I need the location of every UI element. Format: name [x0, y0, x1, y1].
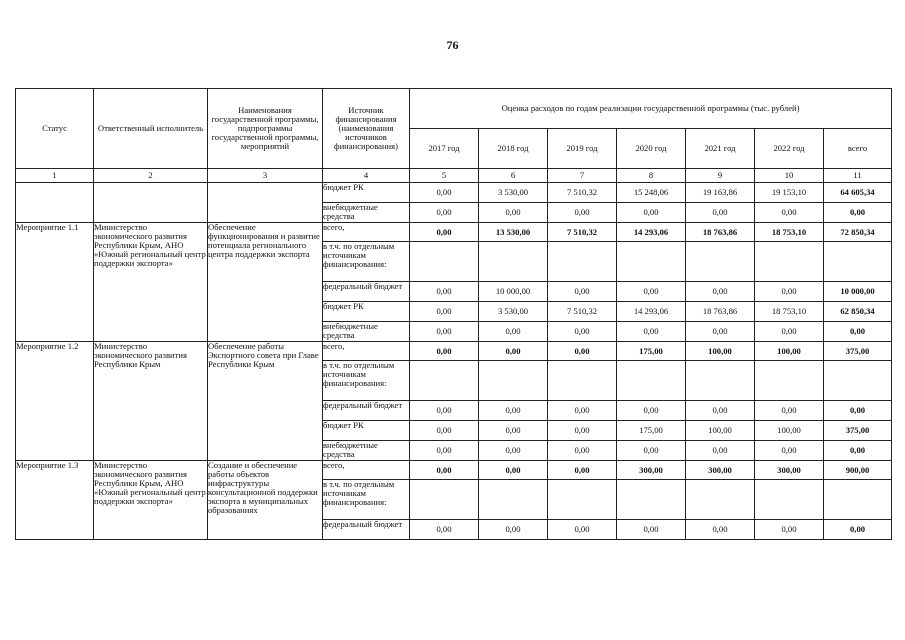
value-cell: 0,00 — [410, 203, 479, 223]
value-cell — [479, 242, 548, 282]
value-cell: 0,00 — [686, 282, 755, 302]
table-row — [16, 223, 892, 242]
value-cell: 300,00 — [617, 461, 686, 480]
header-program: Наименования государственной программы, подпрограммы государственной программы, мероприятий — [208, 89, 323, 169]
value-cell: 0,00 — [686, 322, 755, 342]
value-cell: 19 163,86 — [686, 183, 755, 203]
value-cell: 0,00 — [617, 520, 686, 540]
value-cell: 0,00 — [479, 401, 548, 421]
value-cell: 0,00 — [617, 441, 686, 461]
column-number: 2 — [94, 169, 208, 183]
value-cell: 0,00 — [824, 322, 892, 342]
value-cell: 0,00 — [479, 322, 548, 342]
value-cell: 3 530,00 — [479, 183, 548, 203]
value-cell: 14 293,06 — [617, 223, 686, 242]
value-cell: 0,00 — [755, 401, 824, 421]
value-cell: 0,00 — [548, 421, 617, 441]
value-cell: 3 530,00 — [479, 302, 548, 322]
executor-cell — [94, 183, 208, 223]
source-cell: бюджет РК — [323, 302, 410, 322]
value-cell: 300,00 — [755, 461, 824, 480]
value-cell: 100,00 — [686, 421, 755, 441]
value-cell: 0,00 — [755, 203, 824, 223]
value-cell: 0,00 — [548, 322, 617, 342]
source-cell: всего, — [323, 342, 410, 361]
value-cell — [548, 361, 617, 401]
value-cell: 0,00 — [755, 520, 824, 540]
value-cell — [617, 480, 686, 520]
column-number: 3 — [208, 169, 323, 183]
measure-name: Обеспечение работы Экспортного совета при Главе Республики Крым — [208, 342, 323, 461]
value-cell: 0,00 — [617, 282, 686, 302]
value-cell — [755, 242, 824, 282]
value-cell: 0,00 — [410, 282, 479, 302]
source-cell: в т.ч. по отдельным источникам финансирования: — [323, 242, 410, 282]
value-cell: 0,00 — [617, 203, 686, 223]
measure-executor: Министерство экономического развития Республики Крым, АНО «Южный региональный центр поддержки экспорта» — [94, 223, 208, 342]
value-cell: 18 753,10 — [755, 302, 824, 322]
header-year: 2020 год — [617, 129, 686, 169]
value-cell: 0,00 — [755, 322, 824, 342]
table-row — [16, 342, 892, 361]
value-cell — [479, 361, 548, 401]
value-cell — [410, 480, 479, 520]
source-cell: всего, — [323, 461, 410, 480]
value-cell: 19 153,10 — [755, 183, 824, 203]
measure-executor: Министерство экономического развития Республики Крым, АНО «Южный региональный центр поддержки экспорта» — [94, 461, 208, 540]
value-cell: 0,00 — [410, 223, 479, 242]
value-cell: 100,00 — [755, 421, 824, 441]
value-cell: 100,00 — [755, 342, 824, 361]
value-cell: 0,00 — [410, 322, 479, 342]
source-cell: внебюджетные средства — [323, 203, 410, 223]
source-cell: в т.ч. по отдельным источникам финансирования: — [323, 361, 410, 401]
value-cell: 100,00 — [686, 342, 755, 361]
value-cell: 0,00 — [410, 461, 479, 480]
value-cell: 7 510,32 — [548, 302, 617, 322]
value-cell: 0,00 — [479, 520, 548, 540]
source-cell: в т.ч. по отдельным источникам финансирования: — [323, 480, 410, 520]
value-cell — [824, 242, 892, 282]
value-cell: 10 000,00 — [824, 282, 892, 302]
value-cell: 0,00 — [617, 401, 686, 421]
value-cell: 375,00 — [824, 342, 892, 361]
value-cell: 0,00 — [548, 441, 617, 461]
value-cell: 0,00 — [548, 520, 617, 540]
value-cell: 0,00 — [548, 203, 617, 223]
page-number: 76 — [446, 38, 459, 52]
column-number: 4 — [323, 169, 410, 183]
value-cell: 7 510,32 — [548, 183, 617, 203]
value-cell: 0,00 — [686, 401, 755, 421]
measure-status: Мероприятие 1.3 — [16, 461, 94, 540]
value-cell: 62 850,34 — [824, 302, 892, 322]
value-cell: 0,00 — [824, 441, 892, 461]
column-number: 9 — [686, 169, 755, 183]
value-cell — [755, 361, 824, 401]
source-cell: федеральный бюджет — [323, 520, 410, 540]
header-executor: Ответственный исполнитель — [94, 89, 208, 169]
value-cell: 0,00 — [686, 520, 755, 540]
source-cell: федеральный бюджет — [323, 282, 410, 302]
value-cell: 64 605,34 — [824, 183, 892, 203]
value-cell: 0,00 — [479, 421, 548, 441]
column-number: 11 — [824, 169, 892, 183]
value-cell: 0,00 — [410, 520, 479, 540]
value-cell: 15 248,06 — [617, 183, 686, 203]
status-cell — [16, 183, 94, 223]
header-year: 2022 год — [755, 129, 824, 169]
source-cell: федеральный бюджет — [323, 401, 410, 421]
column-number: 6 — [479, 169, 548, 183]
value-cell — [686, 242, 755, 282]
value-cell — [686, 480, 755, 520]
value-cell: 0,00 — [686, 441, 755, 461]
value-cell — [686, 361, 755, 401]
value-cell: 0,00 — [617, 322, 686, 342]
value-cell — [617, 242, 686, 282]
measure-executor: Министерство экономического развития Республики Крым — [94, 342, 208, 461]
measure-status: Мероприятие 1.2 — [16, 342, 94, 461]
value-cell: 375,00 — [824, 421, 892, 441]
source-cell: внебюджетные средства — [323, 441, 410, 461]
measure-name: Создание и обеспечение работы объектов инфраструктуры консультационной поддержки экспорта в муниципальных образованиях — [208, 461, 323, 540]
value-cell: 0,00 — [410, 183, 479, 203]
value-cell: 0,00 — [479, 441, 548, 461]
value-cell: 0,00 — [410, 342, 479, 361]
value-cell: 0,00 — [755, 282, 824, 302]
source-cell: внебюджетные средства — [323, 322, 410, 342]
value-cell: 175,00 — [617, 421, 686, 441]
source-cell: всего, — [323, 223, 410, 242]
value-cell: 18 753,10 — [755, 223, 824, 242]
value-cell — [617, 361, 686, 401]
value-cell: 0,00 — [410, 401, 479, 421]
header-year: 2019 год — [548, 129, 617, 169]
value-cell: 0,00 — [548, 461, 617, 480]
value-cell: 18 763,86 — [686, 302, 755, 322]
value-cell: 0,00 — [755, 441, 824, 461]
value-cell — [548, 480, 617, 520]
value-cell: 175,00 — [617, 342, 686, 361]
header-year: 2021 год — [686, 129, 755, 169]
table-row — [16, 461, 892, 480]
value-cell: 0,00 — [824, 520, 892, 540]
value-cell: 0,00 — [548, 401, 617, 421]
program-cell — [208, 183, 323, 223]
value-cell: 0,00 — [410, 421, 479, 441]
budget-table — [15, 88, 892, 540]
value-cell: 14 293,06 — [617, 302, 686, 322]
value-cell — [410, 361, 479, 401]
column-number: 1 — [16, 169, 94, 183]
header-status: Статус — [16, 89, 94, 169]
value-cell: 0,00 — [479, 203, 548, 223]
value-cell — [479, 480, 548, 520]
value-cell: 0,00 — [410, 302, 479, 322]
column-number: 8 — [617, 169, 686, 183]
value-cell: 300,00 — [686, 461, 755, 480]
header-total: всего — [824, 129, 892, 169]
value-cell: 0,00 — [686, 203, 755, 223]
column-number: 10 — [755, 169, 824, 183]
table-body — [16, 183, 892, 540]
value-cell: 0,00 — [479, 461, 548, 480]
value-cell: 0,00 — [410, 441, 479, 461]
table-row — [16, 183, 892, 203]
column-number: 5 — [410, 169, 479, 183]
value-cell: 900,00 — [824, 461, 892, 480]
column-numbers-row — [16, 169, 892, 183]
source-cell: бюджет РК — [323, 183, 410, 203]
value-cell — [755, 480, 824, 520]
source-cell: бюджет РК — [323, 421, 410, 441]
value-cell: 18 763,86 — [686, 223, 755, 242]
value-cell — [824, 361, 892, 401]
header-year: 2017 год — [410, 129, 479, 169]
value-cell: 7 510,32 — [548, 223, 617, 242]
value-cell — [548, 242, 617, 282]
value-cell — [824, 480, 892, 520]
value-cell: 0,00 — [479, 342, 548, 361]
header-source: Источник финансирования (наименования источников финансирования) — [323, 89, 410, 169]
value-cell: 13 530,00 — [479, 223, 548, 242]
measure-status: Мероприятие 1.1 — [16, 223, 94, 342]
value-cell: 10 000,00 — [479, 282, 548, 302]
header-estimate: Оценка расходов по годам реализации государственной программы (тыс. рублей) — [410, 89, 892, 129]
column-number: 7 — [548, 169, 617, 183]
value-cell: 0,00 — [548, 282, 617, 302]
value-cell: 0,00 — [824, 203, 892, 223]
value-cell: 0,00 — [824, 401, 892, 421]
measure-name: Обеспечение функционирования и развитие потенциала регионального центра поддержки экспорта — [208, 223, 323, 342]
value-cell — [410, 242, 479, 282]
value-cell: 0,00 — [548, 342, 617, 361]
header-year: 2018 год — [479, 129, 548, 169]
value-cell: 72 850,34 — [824, 223, 892, 242]
